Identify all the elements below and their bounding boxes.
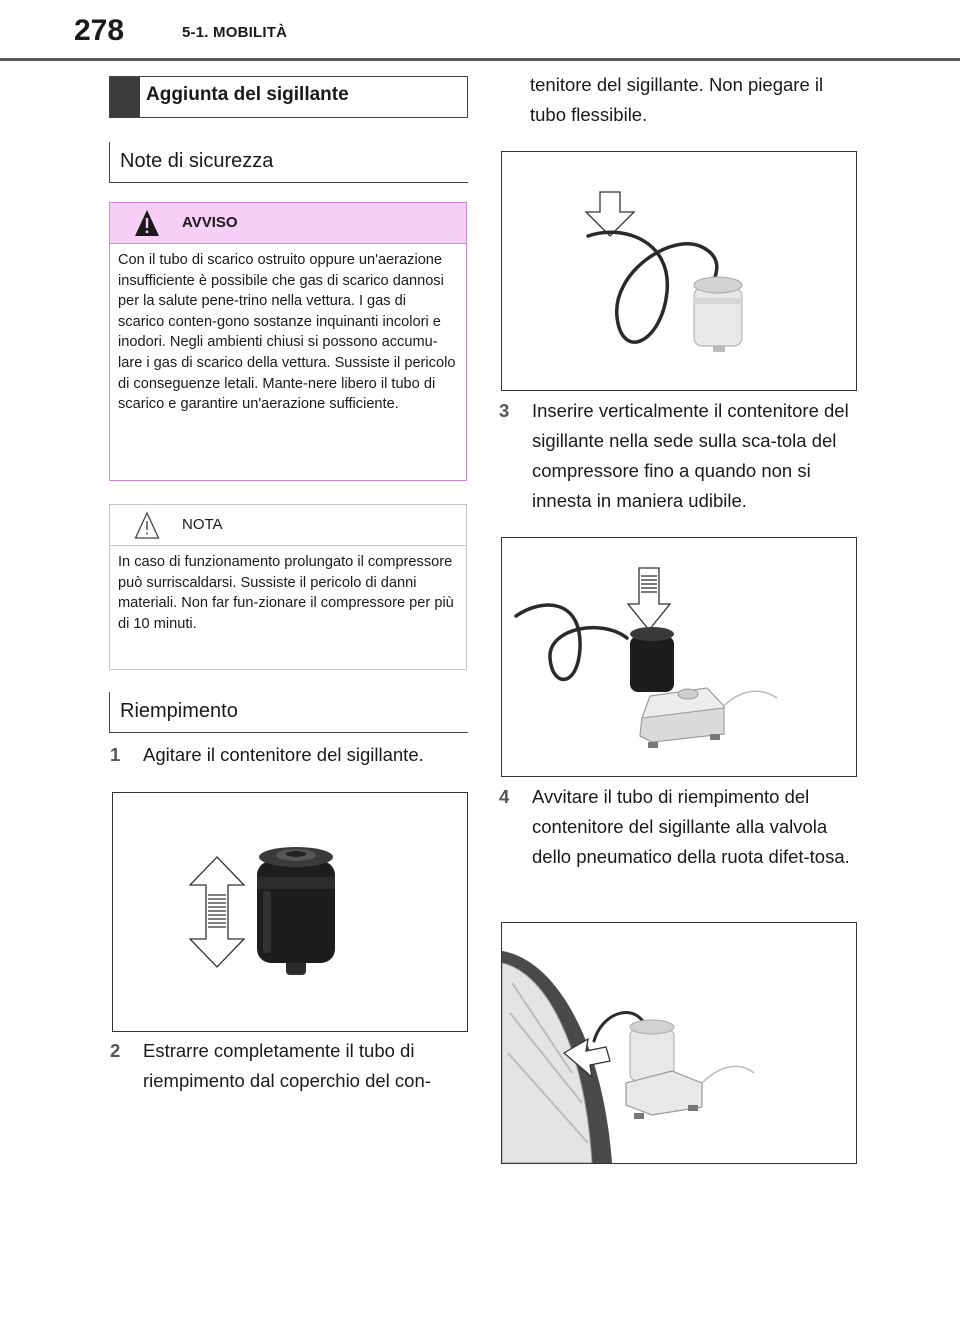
step-number: 3 — [499, 400, 510, 421]
step-text: Agitare il contenitore del sigillante. — [143, 744, 424, 765]
section-title-box — [109, 76, 468, 118]
chapter-title: 5-1. MOBILITÀ — [182, 24, 288, 41]
caution-triangle-icon — [134, 510, 160, 540]
step-text: Inserire verticalmente il contenitore del sigillante nella sede sulla sca-tola del compressore fino a quando non si innesta in maniera udibile. — [532, 400, 849, 511]
sealant-bottle-white — [694, 277, 742, 352]
figure-connect-valve — [501, 922, 857, 1164]
safety-heading: Note di sicurezza — [120, 150, 274, 172]
figure-insert-bottle — [501, 537, 857, 777]
step-2-continuation: tenitore del sigillante. Non piegare il tubo flessibile. — [530, 74, 824, 125]
double-arrow-icon — [190, 857, 244, 967]
section-title-bar — [110, 77, 140, 117]
section-title: Aggiunta del sigillante — [146, 84, 349, 105]
warning-box — [109, 202, 467, 481]
compressor — [640, 688, 777, 748]
note-label: NOTA — [182, 516, 223, 533]
page-header — [0, 0, 960, 62]
down-arrow-icon — [628, 568, 670, 630]
sealant-bottle — [257, 847, 335, 975]
step-number: 1 — [110, 744, 121, 765]
warning-text: Con il tubo di scarico ostruito oppure un'aerazione insufficiente è possibile che gas di scarico dannosi per la salute pene-trino nella vettura. I gas di scarico conten-gono sostanze inquinanti incolori e inodori. Negli ambienti chiusi si possono accumu-lare i gas di scarico della vettura. Sussiste il pericolo di conseguenze letali. Mante-nere libero il tubo di scarico e garantire un'aerazione sufficiente. — [118, 252, 456, 413]
step-number: 2 — [110, 1040, 121, 1061]
warning-triangle-icon — [134, 208, 160, 238]
figure-pull-hose — [501, 151, 857, 391]
filler-hose — [516, 605, 627, 679]
step-text: Avvitare il tubo di riempimento del contenitore del sigillante alla valvola dello pneumatico della ruota difet-tosa. — [532, 786, 850, 867]
step-number: 4 — [499, 786, 510, 807]
sealant-bottle — [630, 627, 674, 692]
figure-shake-bottle — [112, 792, 468, 1032]
filling-heading-box — [109, 692, 468, 733]
safety-heading-box — [109, 142, 468, 183]
warning-header — [110, 203, 466, 244]
step-text: Estrarre completamente il tubo di riempimento dal coperchio del con- — [143, 1040, 431, 1091]
down-arrow-icon — [586, 192, 634, 236]
note-header — [110, 505, 466, 546]
warning-label: AVVISO — [182, 214, 238, 231]
filling-heading: Riempimento — [120, 700, 238, 722]
note-box — [109, 504, 467, 670]
note-text: In caso di funzionamento prolungato il compressore può surriscaldarsi. Sussiste il pericolo di danni materiali. Non far fun-zionare il compressore per più di 10 minuti. — [118, 554, 454, 632]
page-number: 278 — [74, 14, 125, 47]
header-divider — [0, 58, 960, 61]
